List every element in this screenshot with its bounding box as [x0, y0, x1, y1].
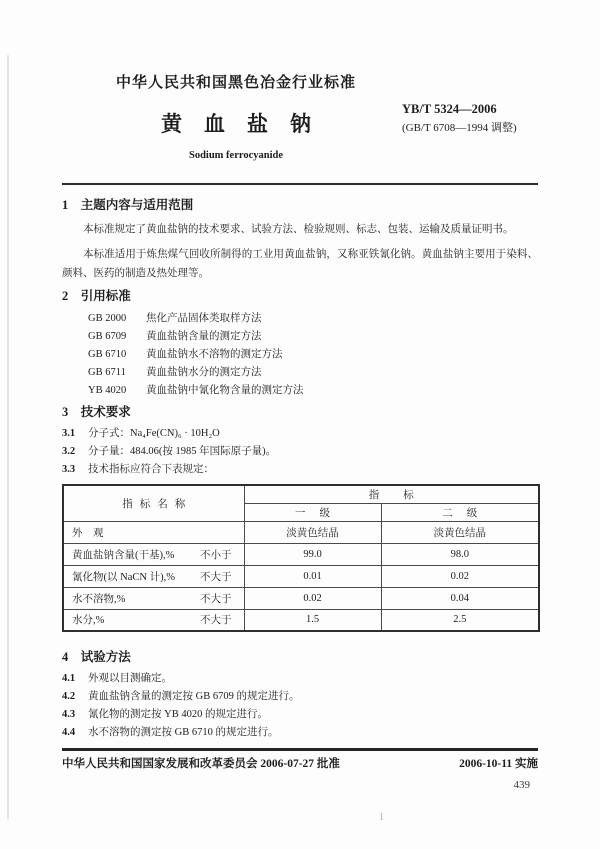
footer-divider-rule	[62, 748, 538, 751]
column-header-name: 指标名称	[63, 485, 244, 521]
spec-grade2-value: 98.0	[381, 543, 539, 565]
spec-grade2-value: 0.02	[381, 565, 539, 587]
spec-grade1-value: 淡黄色结晶	[244, 521, 381, 543]
clause-item	[62, 461, 538, 479]
clause-text: 分子量：484.06(按 1985 年国际原子量)。	[88, 446, 277, 457]
document-title: 黄血盐钠	[161, 112, 333, 136]
section-scope	[62, 197, 538, 283]
clause-item	[62, 688, 538, 706]
clause-number: 3.1	[62, 428, 76, 439]
clause-item	[62, 425, 538, 443]
clause-number: 4.2	[62, 691, 76, 702]
clause-text: 技术指标应符合下表规定：	[88, 464, 214, 475]
spec-name: 水分,%	[72, 615, 105, 627]
table-row	[63, 565, 539, 587]
clause-item	[62, 706, 538, 724]
clause-text: 氰化物的测定按 YB 4020 的规定进行。	[88, 709, 268, 720]
clause-text: 黄血盐钠含量的测定按 GB 6709 的规定进行。	[88, 691, 300, 702]
page-badge: 439	[513, 779, 530, 791]
scope-paragraph-2: 本标准适用于炼焦煤气回收所制得的工业用黄血盐钠，又称亚铁氰化钠。黄血盐钠主要用于染料、颜料、医药的制造及热处理等。	[62, 249, 538, 279]
reference-item	[62, 310, 538, 328]
approval-footer	[62, 757, 538, 772]
reference-item	[62, 328, 538, 346]
clause-number: 4.1	[62, 673, 76, 684]
spec-grade2-value: 2.5	[381, 609, 539, 631]
reference-title: 黄血盐钠水不溶物的测定方法	[146, 349, 283, 360]
spec-name: 水不溶物,%	[72, 593, 126, 605]
footer-divider-wrap	[62, 748, 538, 751]
approval-text: 中华人民共和国国家发展和改革委员会 2006-07-27 批准	[62, 758, 340, 770]
table-row	[63, 543, 539, 565]
clause-text: 水不溶物的测定按 GB 6710 的规定进行。	[88, 727, 279, 738]
clause-item	[62, 670, 538, 688]
standard-number-block	[402, 102, 517, 135]
reference-title: 黄血盐钠水分的测定方法	[146, 367, 262, 378]
clause-text: 外观以目测确定。	[88, 673, 172, 684]
section-test-methods	[62, 649, 538, 742]
spec-name: 氰化物(以 NaCN 计),%	[72, 571, 175, 583]
clause-item	[62, 443, 538, 461]
section-3-heading: 3 技术要求	[62, 405, 131, 419]
table-row	[63, 521, 539, 543]
column-header-grade1: 一级	[244, 503, 381, 521]
header-title-block	[62, 0, 410, 162]
section-4-heading: 4 试验方法	[62, 650, 131, 664]
reference-item	[62, 346, 538, 364]
spec-name: 外 观	[72, 527, 104, 539]
spec-grade1-value: 0.01	[244, 565, 381, 587]
section-references	[62, 288, 538, 400]
header-divider-rule	[62, 183, 538, 185]
scope-paragraph-1: 本标准规定了黄血盐钠的技术要求、试验方法、检验规则、标志、包装、运输及质量证明书。	[83, 224, 514, 235]
reference-title: 黄血盐钠含量的测定方法	[146, 331, 262, 342]
clause-number: 4.4	[62, 727, 76, 738]
org-title: 中华人民共和国黑色冶金行业标准	[115, 75, 356, 91]
reference-item	[62, 364, 538, 382]
clause-number: 3.2	[62, 446, 76, 457]
reference-code: YB 4020	[88, 385, 127, 396]
table-header-row	[63, 485, 539, 503]
spec-condition: 不大于	[200, 615, 232, 627]
reference-title: 黄血盐钠中氰化物含量的测定方法	[146, 385, 304, 396]
reference-code: GB 2000	[88, 313, 127, 324]
spec-name: 黄血盐钠含量(干基),%	[72, 549, 175, 561]
table-row	[63, 609, 539, 631]
section-technical-requirements	[62, 404, 538, 632]
specification-table	[62, 484, 540, 632]
spec-condition: 不大于	[200, 593, 232, 605]
standard-adjust-note: (GB/T 6708—1994 调整)	[402, 122, 517, 134]
column-header-index: 指标	[244, 485, 539, 503]
document-header	[0, 0, 600, 183]
document-title-english: Sodium ferrocyanide	[188, 150, 283, 161]
spec-grade1-value: 0.02	[244, 587, 381, 609]
clause-number: 3.3	[62, 464, 76, 475]
technical-clause-list	[62, 425, 538, 479]
reference-item	[62, 382, 538, 400]
spec-grade2-value: 淡黄色结晶	[381, 521, 539, 543]
section-2-heading: 2 引用标准	[62, 289, 131, 303]
clause-item	[62, 724, 538, 742]
clause-number: 4.3	[62, 709, 76, 720]
implementation-date: 2006-10-11 实施	[459, 758, 538, 770]
spec-condition: 不小于	[200, 549, 232, 561]
spec-grade2-value: 0.04	[381, 587, 539, 609]
standard-code: YB/T 5324—2006	[402, 102, 497, 116]
clause-text: 分子式：Na₄Fe(CN)₆ · 10H₂O	[88, 428, 220, 439]
page-number: 1	[379, 812, 384, 823]
spec-grade1-value: 99.0	[244, 543, 381, 565]
reference-title: 焦化产品固体类取样方法	[146, 313, 262, 324]
reference-code: GB 6709	[88, 331, 127, 342]
spec-condition: 不大于	[200, 571, 232, 583]
section-1-heading: 1 主题内容与适用范围	[62, 198, 194, 212]
table-row	[63, 587, 539, 609]
spec-grade1-value: 1.5	[244, 609, 381, 631]
test-method-list	[62, 670, 538, 742]
document-body	[0, 183, 600, 791]
column-header-grade2: 二级	[381, 503, 539, 521]
reference-code: GB 6710	[88, 349, 127, 360]
reference-list	[62, 310, 538, 400]
reference-code: GB 6711	[88, 367, 126, 378]
